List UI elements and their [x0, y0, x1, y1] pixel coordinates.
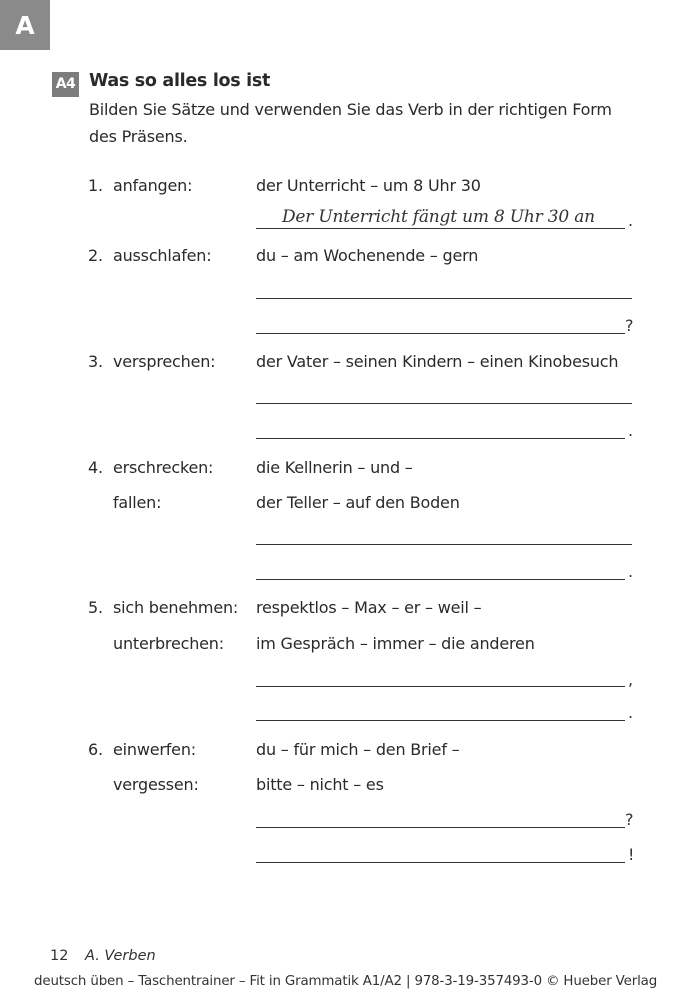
- exercise-badge: A4: [52, 72, 79, 97]
- item-2-number: 2.: [88, 246, 103, 265]
- item-6-verb-2: vergessen:: [113, 775, 199, 794]
- item-2-end-punct: ?: [625, 316, 634, 335]
- item-3-end-punct: .: [628, 421, 634, 440]
- item-5-mid-punct: ,: [628, 670, 634, 689]
- item-6-prompt-2: bitte – nicht – es: [256, 775, 384, 794]
- item-5-answer-line-2[interactable]: [256, 720, 625, 721]
- item-1-verb: anfangen:: [113, 176, 193, 195]
- item-6-verb: einwerfen:: [113, 740, 196, 759]
- section-tab: A: [0, 0, 50, 50]
- item-2-verb: ausschlafen:: [113, 246, 212, 265]
- item-3-answer-line-2[interactable]: [256, 438, 625, 439]
- item-6-mid-punct: ?: [625, 810, 634, 829]
- item-6-answer-line-1[interactable]: [256, 827, 625, 828]
- item-2-prompt: du – am Wochenende – gern: [256, 246, 479, 265]
- item-6-number: 6.: [88, 740, 103, 759]
- item-1-number: 1.: [88, 176, 103, 195]
- item-4-number: 4.: [88, 458, 103, 477]
- item-4-prompt-2: der Teller – auf den Boden: [256, 493, 460, 512]
- item-3-prompt: der Vater – seinen Kindern – einen Kinobesuch: [256, 352, 619, 371]
- item-1-prompt: der Unterricht – um 8 Uhr 30: [256, 176, 481, 195]
- item-3-number: 3.: [88, 352, 103, 371]
- item-3-verb: versprechen:: [113, 352, 216, 371]
- item-4-verb-2: fallen:: [113, 493, 162, 512]
- item-5-verb: sich benehmen:: [113, 598, 239, 617]
- instruction-line-2: des Präsens.: [89, 127, 188, 146]
- item-1-end-punct: .: [628, 211, 634, 230]
- item-5-end-punct: .: [628, 703, 634, 722]
- item-6-end-punct: !: [628, 845, 635, 864]
- page-number: 12: [50, 948, 69, 964]
- item-4-answer-line-1[interactable]: [256, 544, 632, 545]
- item-2-answer-line-1[interactable]: [256, 298, 632, 299]
- instruction-line-1: Bilden Sie Sätze und verwenden Sie das Verb in der richtigen Form: [89, 100, 612, 119]
- item-3-answer-line-1[interactable]: [256, 403, 632, 404]
- chapter-label: A. Verben: [85, 948, 156, 964]
- item-5-prompt: respektlos – Max – er – weil –: [256, 598, 482, 617]
- item-4-end-punct: .: [628, 562, 634, 581]
- item-5-verb-2: unterbrechen:: [113, 634, 224, 653]
- item-4-answer-line-2[interactable]: [256, 579, 625, 580]
- copyright-line: deutsch üben – Taschentrainer – Fit in Grammatik A1/A2 | 978-3-19-357493-0 © Hueber Verlag: [34, 974, 658, 989]
- item-4-prompt: die Kellnerin – und –: [256, 458, 413, 477]
- item-1-answer-line[interactable]: [256, 228, 625, 229]
- item-2-answer-line-2[interactable]: [256, 333, 625, 334]
- item-1-example-answer: Der Unterricht fängt um 8 Uhr 30 an: [282, 207, 595, 227]
- item-4-verb: erschrecken:: [113, 458, 214, 477]
- item-6-prompt: du – für mich – den Brief –: [256, 740, 460, 759]
- item-6-answer-line-2[interactable]: [256, 862, 625, 863]
- item-5-number: 5.: [88, 598, 103, 617]
- item-5-prompt-2: im Gespräch – immer – die anderen: [256, 634, 535, 653]
- exercise-title: Was so alles los ist: [89, 71, 271, 91]
- item-5-answer-line-1[interactable]: [256, 686, 625, 687]
